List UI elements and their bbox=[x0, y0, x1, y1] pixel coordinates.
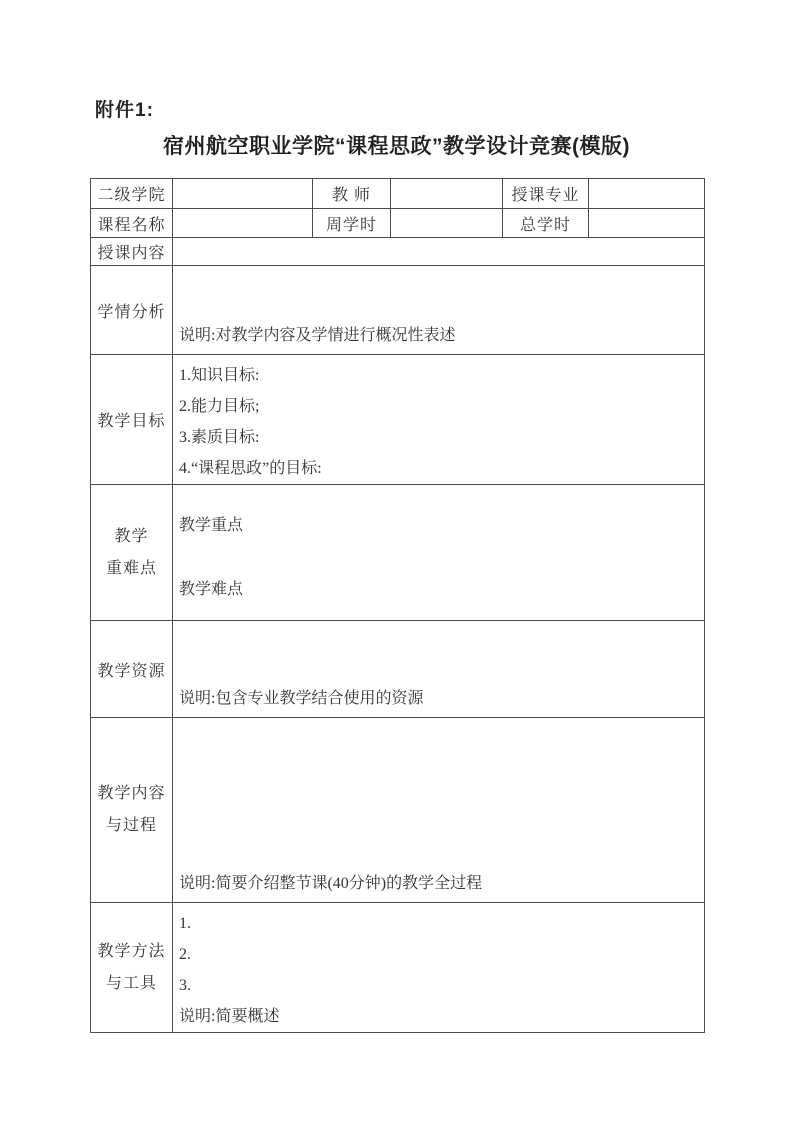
table-row bbox=[91, 179, 705, 209]
cell-label-secondary-college: 二级学院 bbox=[91, 179, 173, 209]
cell-label-teacher: 教 师 bbox=[313, 179, 391, 209]
objective-ability: 2.能力目标; bbox=[179, 398, 260, 415]
objective-knowledge: 1.知识目标: bbox=[179, 367, 260, 384]
objective-ideology: 4.“课程思政”的目标: bbox=[179, 460, 322, 477]
table-row bbox=[91, 485, 705, 621]
table-row bbox=[91, 903, 705, 1033]
content-process-note: 说明:简要介绍整节课(40分钟)的教学全过程 bbox=[179, 875, 483, 892]
method-line-1: 1. bbox=[179, 915, 191, 932]
table-row bbox=[91, 718, 705, 903]
input-teaching-major[interactable] bbox=[589, 179, 705, 209]
input-teaching-content[interactable] bbox=[173, 238, 705, 266]
attachment-label: 附件1: bbox=[95, 100, 154, 121]
teaching-design-table bbox=[90, 178, 705, 1033]
area-teaching-objectives[interactable] bbox=[173, 355, 705, 485]
area-methods-tools[interactable] bbox=[173, 903, 705, 1033]
key-difficult-label-line2: 重难点 bbox=[105, 559, 157, 577]
cell-label-course-name: 课程名称 bbox=[91, 209, 173, 238]
cell-label-total-hours: 总学时 bbox=[503, 209, 589, 238]
table-row bbox=[91, 209, 705, 238]
methods-tools-list bbox=[179, 903, 698, 1032]
input-total-hours[interactable] bbox=[589, 209, 705, 238]
input-course-name[interactable] bbox=[173, 209, 313, 238]
objective-quality: 3.素质目标: bbox=[179, 429, 260, 446]
key-difficult-content bbox=[179, 506, 698, 599]
input-teacher[interactable] bbox=[391, 179, 503, 209]
difficult-point-label: 教学难点 bbox=[179, 581, 244, 598]
cell-label-teaching-objectives: 教学目标 bbox=[91, 355, 173, 485]
method-line-3: 3. bbox=[179, 977, 191, 994]
table-row bbox=[91, 621, 705, 718]
cell-label-methods-tools bbox=[91, 903, 173, 1033]
content-process-label-line2: 与过程 bbox=[105, 817, 157, 834]
cell-label-content-process bbox=[91, 718, 173, 903]
cell-label-weekly-hours: 周学时 bbox=[313, 209, 391, 238]
content-process-label-line1: 教学内容 bbox=[97, 785, 166, 802]
objectives-list bbox=[179, 355, 698, 484]
methods-tools-note: 说明:简要概述 bbox=[179, 1008, 280, 1025]
input-weekly-hours[interactable] bbox=[391, 209, 503, 238]
key-point-label: 教学重点 bbox=[179, 517, 244, 534]
table-row bbox=[91, 238, 705, 266]
cell-label-teaching-resources: 教学资源 bbox=[91, 621, 173, 718]
methods-tools-label-line1: 教学方法 bbox=[97, 942, 166, 960]
area-key-difficult-points[interactable] bbox=[173, 485, 705, 621]
cell-label-learner-analysis: 学情分析 bbox=[91, 266, 173, 355]
cell-label-teaching-content: 授课内容 bbox=[91, 238, 173, 266]
cell-label-teaching-major: 授课专业 bbox=[503, 179, 589, 209]
key-difficult-label-line1: 教学 bbox=[114, 527, 149, 545]
area-content-process[interactable] bbox=[173, 718, 705, 903]
table-row bbox=[91, 266, 705, 355]
document-title: 宿州航空职业学院“课程思政”教学设计竞赛(模版) bbox=[163, 135, 630, 158]
method-line-2: 2. bbox=[179, 946, 191, 963]
methods-tools-label-line2: 与工具 bbox=[105, 974, 157, 992]
teaching-resources-note: 说明:包含专业教学结合使用的资源 bbox=[179, 690, 424, 707]
input-secondary-college[interactable] bbox=[173, 179, 313, 209]
learner-analysis-note: 说明:对教学内容及学情进行概况性表述 bbox=[179, 327, 456, 344]
area-teaching-resources[interactable] bbox=[173, 621, 705, 718]
table-row bbox=[91, 355, 705, 485]
cell-label-key-difficult-points bbox=[91, 485, 173, 621]
area-learner-analysis[interactable] bbox=[173, 266, 705, 355]
